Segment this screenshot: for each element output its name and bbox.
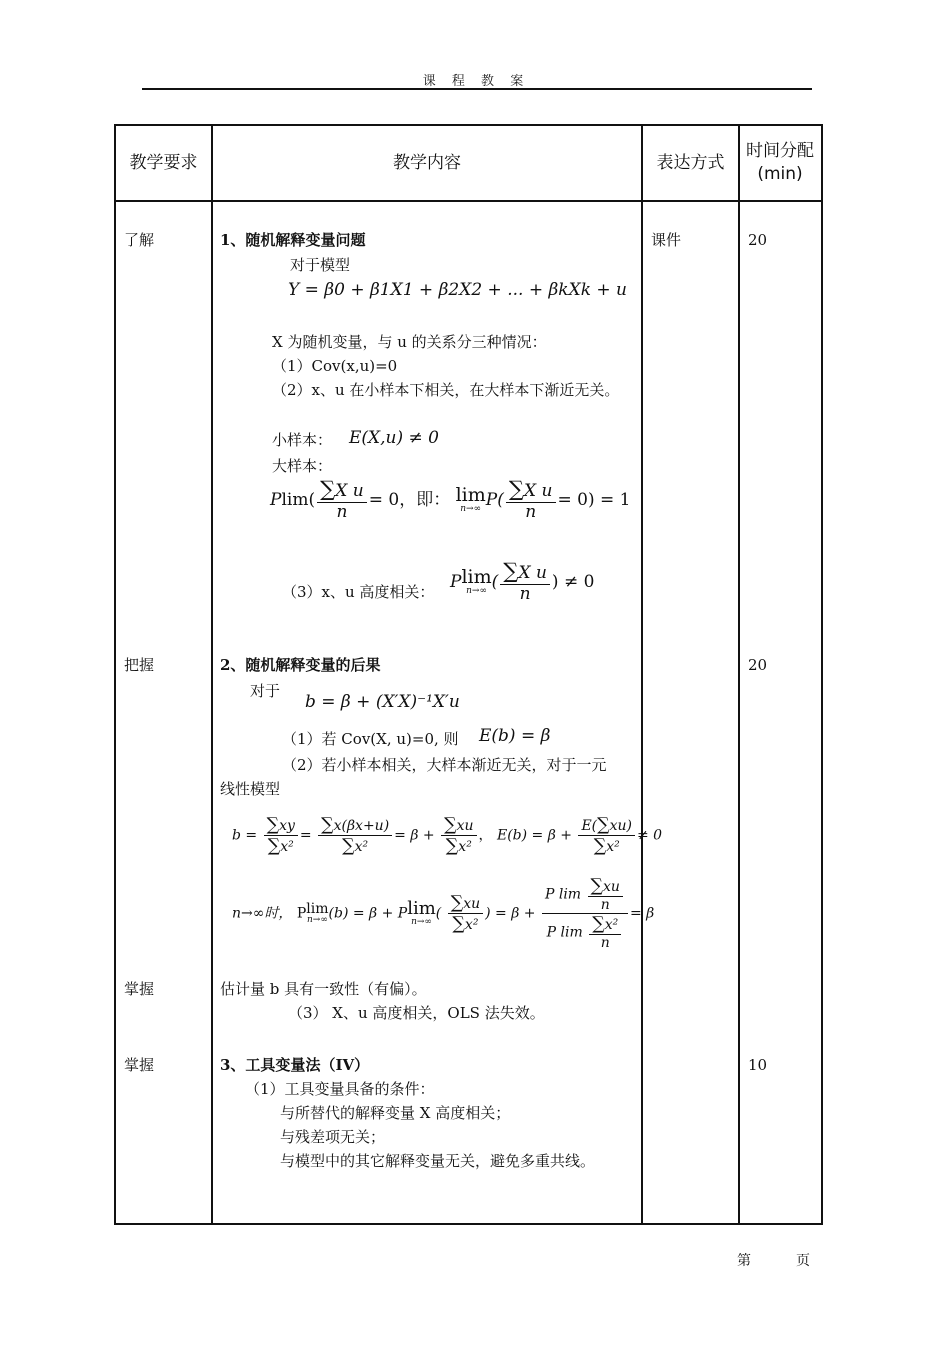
large-sample-equation: Plim( $\frac{\text{∑X u}}{n}$ = 0，即： lim n→∞ P( $\frac{\text{∑X u}}{n}$ = 0) = 1 [270,477,631,523]
large-sample-end: = 0) = 1 [557,489,631,510]
header-method: 表达方式 [656,152,725,173]
table-left-border [114,124,116,1225]
case-3-equation: P lim n→∞ ( $\frac{\text{∑X u}}{n}$ ) ≠ 0 [450,559,595,605]
random-variable-text: X 为随机变量，与 u 的关系分三种情况： [272,333,547,351]
limit-operator-case3: lim n→∞ [461,566,492,597]
plim-b: lim n→∞ [306,901,329,926]
consequence-item-1: （1）若 Cov(X, u)=0, 则 [282,730,459,748]
lim-text: lim( [281,489,316,510]
case-3-label: （3）x、u 高度相关： [282,583,435,601]
time-1: 20 [748,231,768,249]
large-sample-middle: = 0，即： [368,489,451,510]
table-bottom-border [114,1223,823,1225]
consequence-item-2b: 线性模型 [220,780,281,798]
instrument-condition-1: 与所替代的解释变量 X 高度相关； [280,1104,511,1122]
instrument-condition-3: 与模型中的其它解释变量无关，避免多重共线。 [280,1152,596,1170]
section-2-title: 2、随机解释变量的后果 [220,656,381,674]
fraction-xu-x2-limit: $\frac{\sum xu}{\text{∑x²}}$ [448,893,483,934]
limit-operator-b: lim n→∞ [407,898,436,928]
plim-ratio-fraction: P lim $\frac{\sum xu}{n}$ P lim $\frac{\text{∑x²}}{n}$ [542,876,628,951]
column-divider-1 [211,124,213,1225]
sum-xu-over-n-fraction-2: $\frac{\text{∑X u}}{n}$ [506,478,556,523]
header-time: 时间分配(min) [746,141,814,184]
case-3-fraction: $\frac{\text{∑X u}}{n}$ [500,560,550,605]
case-1-text: （1）Cov(x,u)=0 [272,357,398,375]
consequence-item-2a: （2）若小样本相关，大样本渐近无关，对于一元 [282,756,607,774]
page-footer-right: 页 [796,1253,810,1269]
header-content: 教学内容 [393,152,461,173]
section-1-title: 1、随机解释变量问题 [220,231,366,249]
section-3-title: 3、工具变量法（IV） [220,1056,370,1074]
fraction-x-beta: $\frac{\sum x(\beta x+u)}{\text{∑x²}}$ [318,815,392,856]
instrument-conditions-title: （1）工具变量具备的条件： [245,1080,435,1098]
plim-symbol: P [270,489,282,510]
small-sample-equation: E(X,u) ≠ 0 [349,428,439,448]
small-sample-label: 小样本： [272,431,333,449]
limit-label: n→∞时， [232,905,293,922]
case-3-end: ) ≠ 0 [551,571,595,592]
time-2: 20 [748,656,768,674]
fraction-xu-x2: $\frac{\sum xu}{\text{∑x²}}$ [441,815,476,856]
model-equation: Y = β0 + β1X1 + β2X2 + ... + βkXk + u [288,280,627,300]
column-divider-3 [738,124,740,1225]
requirement-2: 把握 [124,656,155,674]
page-footer-left: 第 [737,1253,751,1269]
header-rule [142,88,812,90]
limit-operator: lim n→∞ [455,484,486,515]
sum-xu-over-n-fraction: $\frac{\text{∑X u}}{n}$ [317,478,367,523]
ols-estimator-equation: b = $\frac{\sum xy}{\text{∑x²}}$ = $\frac{\sum x(\beta x+u)}{\text{∑x²}}$ = β + $\frac{\sum xu}{\text{∑x²}}$ ， E(b) = β + $\frac{E(\sum xu)}{\text{∑x²}}$ ≠ 0 [232,815,663,857]
time-3: 10 [748,1056,768,1074]
unbiased-equation: E(b) = β [479,726,551,746]
case-2-text: （2）x、u 在小样本下相关，在大样本下渐近无关。 [272,381,620,399]
for-label: 对于 [250,682,281,700]
column-divider-2 [641,124,643,1225]
requirement-1: 了解 [124,231,155,249]
document-header-title: 课 程 教 案 [422,74,530,89]
header-row-border [114,200,823,202]
b-equation: b = β + (X′X)⁻¹X′u [305,692,460,712]
instrument-condition-2: 与残差项无关； [280,1128,386,1146]
fraction-xy-x2: $\frac{\sum xy}{\text{∑x²}}$ [264,815,298,856]
fraction-expect-xu: $\frac{E(\sum xu)}{\text{∑x²}}$ [578,815,635,856]
consequence-item-3: （3） X、u 高度相关，OLS 法失效。 [288,1004,545,1022]
table-right-border [821,124,823,1225]
requirement-consistency: 掌握 [124,980,155,998]
large-sample-label: 大样本： [272,457,333,475]
consistency-text: 估计量 b 具有一致性（有偏）。 [220,980,427,998]
consistency-equation: n→∞时， P lim n→∞ (b) = β + P lim n→∞ ( $\frac{\sum xu}{\text{∑x²}}$ ) = β + P lim $\frac{\sum xu}{n}$ P lim $\frac{\text{∑x²}}{n}$ = β [232,876,655,952]
method-1: 课件 [651,231,682,249]
section-1-intro: 对于模型 [290,256,351,274]
header-requirement: 教学要求 [129,152,198,173]
requirement-3: 掌握 [124,1056,155,1074]
